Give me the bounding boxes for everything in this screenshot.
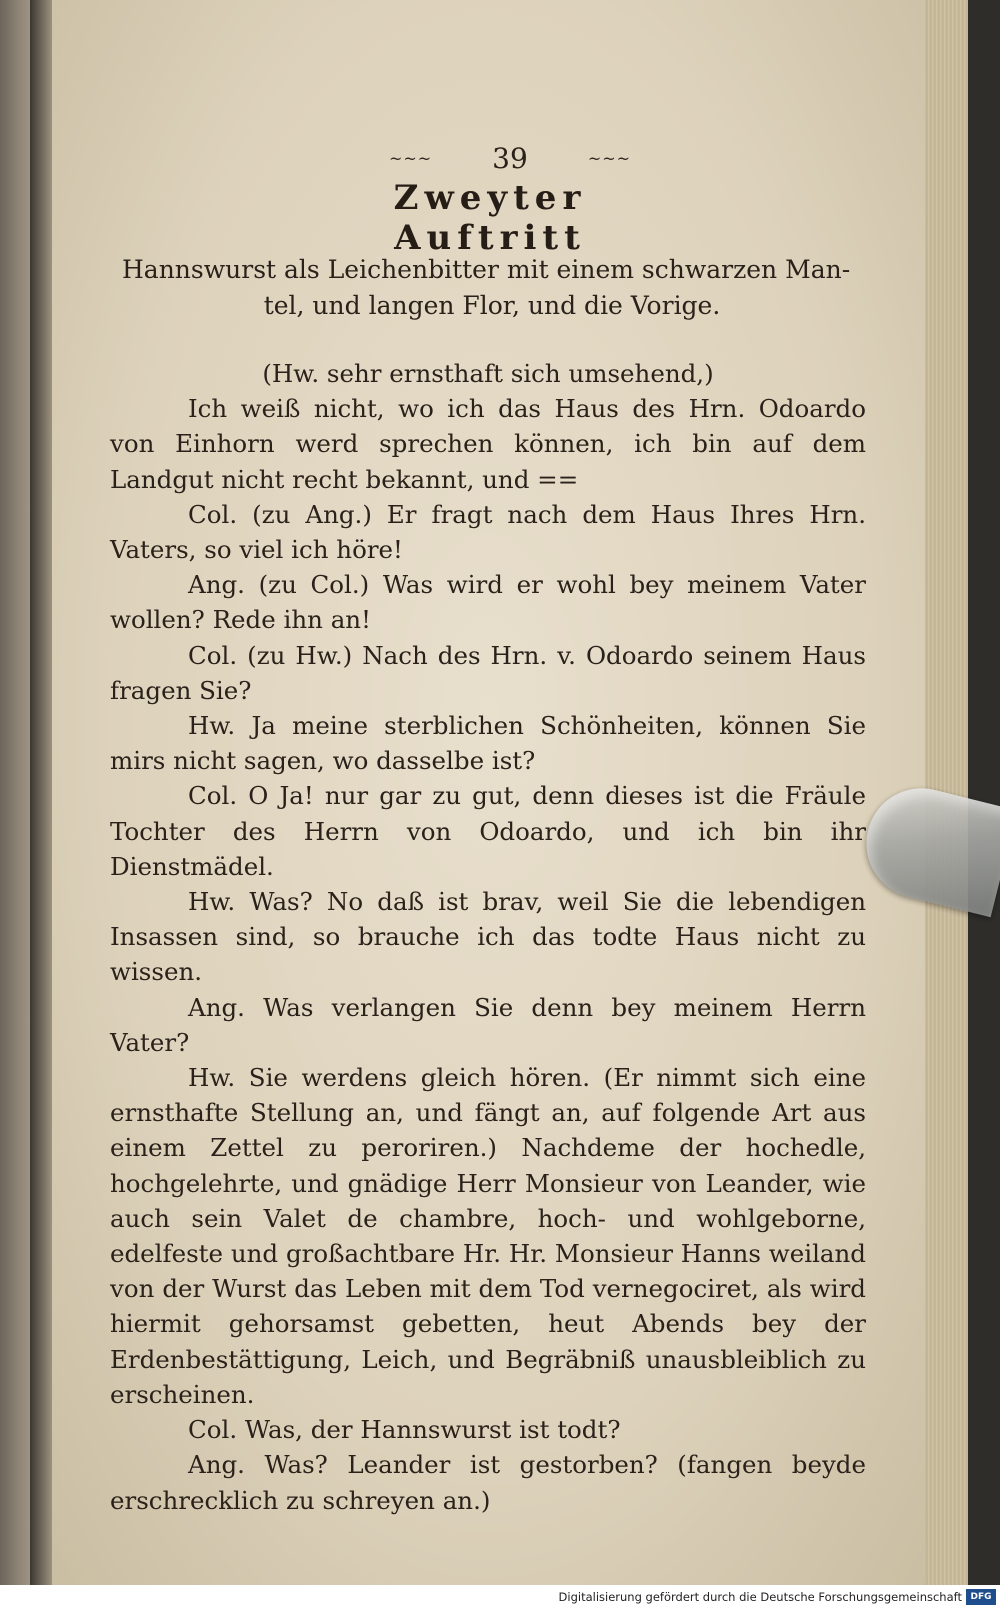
footer-bar (0, 1585, 1000, 1609)
dialog-paragraph: Ang. Was verlangen Sie denn bey meinem Herrn Vater? (110, 992, 866, 1057)
dialog-paragraph: Col. O Ja! nur gar zu gut, denn dieses ist die Fräule Tochter des Herrn von Odoardo, und ich bin ihr Dienstmädel. (110, 781, 866, 881)
book-gutter (30, 0, 52, 1585)
dialog-paragraph: Col. (zu Hw.) Nach des Hrn. v. Odoardo seinem Haus fragen Sie? (110, 640, 866, 705)
page-edge-shadow (968, 0, 1000, 1585)
dialog-paragraph: Hw. Was? No daß ist brav, weil Sie die lebendigen Insassen sind, so brauche ich das todte Haus nicht zu wissen. (110, 887, 866, 987)
dialog-paragraph: Ang. Was? Leander ist gestorben? (fangen beyde erschrecklich zu schreyen an.) (110, 1450, 866, 1515)
dialog-paragraph: Hw. Sie werdens gleich hören. (Er nimmt sich eine ernsthafte Stellung an, und fängt an, auf folgende Art aus einem Zettel zu peroriren.) Nachdeme der hochedle, hochgelehrte, und gnädige Herr Monsieur von Leander, wie auch sein Valet de chambre, hoch- und wohlgeborne, edelfeste und großachtbare Hr. Hr. Monsieur Hanns weiland von der Wurst das Leben mit dem Tod vernegociret, als wird hiermit gehorsamst gebetten, heut Abends bey der Erdenbestättigung, Leich, und Begräbniß unausbleiblich zu erscheinen. (110, 1063, 866, 1409)
ornament-right: ~~~ (587, 148, 632, 168)
stage-direction-line: Hannswurst als Leichenbitter mit einem schwarzen Man- (122, 255, 851, 284)
dfg-logo: DFG (966, 1589, 996, 1605)
page-header (360, 138, 660, 178)
funding-notice: Digitalisierung gefördert durch die Deutsche Forschungsgemeinschaft (558, 1590, 962, 1604)
page-number: 39 (492, 141, 528, 175)
stage-direction-line: tel, und langen Flor, und die Vorige. (263, 291, 721, 320)
scene-heading: Zweyter Auftritt (393, 178, 587, 258)
ornament-left: ~~~ (388, 148, 433, 168)
dialog-paragraph: Col. Was, der Hannswurst ist todt? (188, 1415, 621, 1445)
dialog-paragraph: Hw. Ja meine sterblichen Schönheiten, können Sie mirs nicht sagen, wo dasselbe ist? (110, 711, 866, 776)
dialog-paragraph: Ich weiß nicht, wo ich das Haus des Hrn. Odoardo von Einhorn werd sprechen können, ich bin auf dem Landgut nicht recht bekannt, und == (110, 394, 866, 494)
dialog-paragraph: Ang. (zu Col.) Was wird er wohl bey meinem Vater wollen? Rede ihn an! (110, 570, 866, 635)
dialog-text (110, 356, 866, 1518)
stage-direction (122, 252, 862, 324)
dialog-paragraph: (Hw. sehr ernsthaft sich umsehend,) (262, 359, 714, 388)
dialog-paragraph: Col. (zu Ang.) Er fragt nach dem Haus Ihres Hrn. Vaters, so viel ich höre! (110, 499, 866, 565)
